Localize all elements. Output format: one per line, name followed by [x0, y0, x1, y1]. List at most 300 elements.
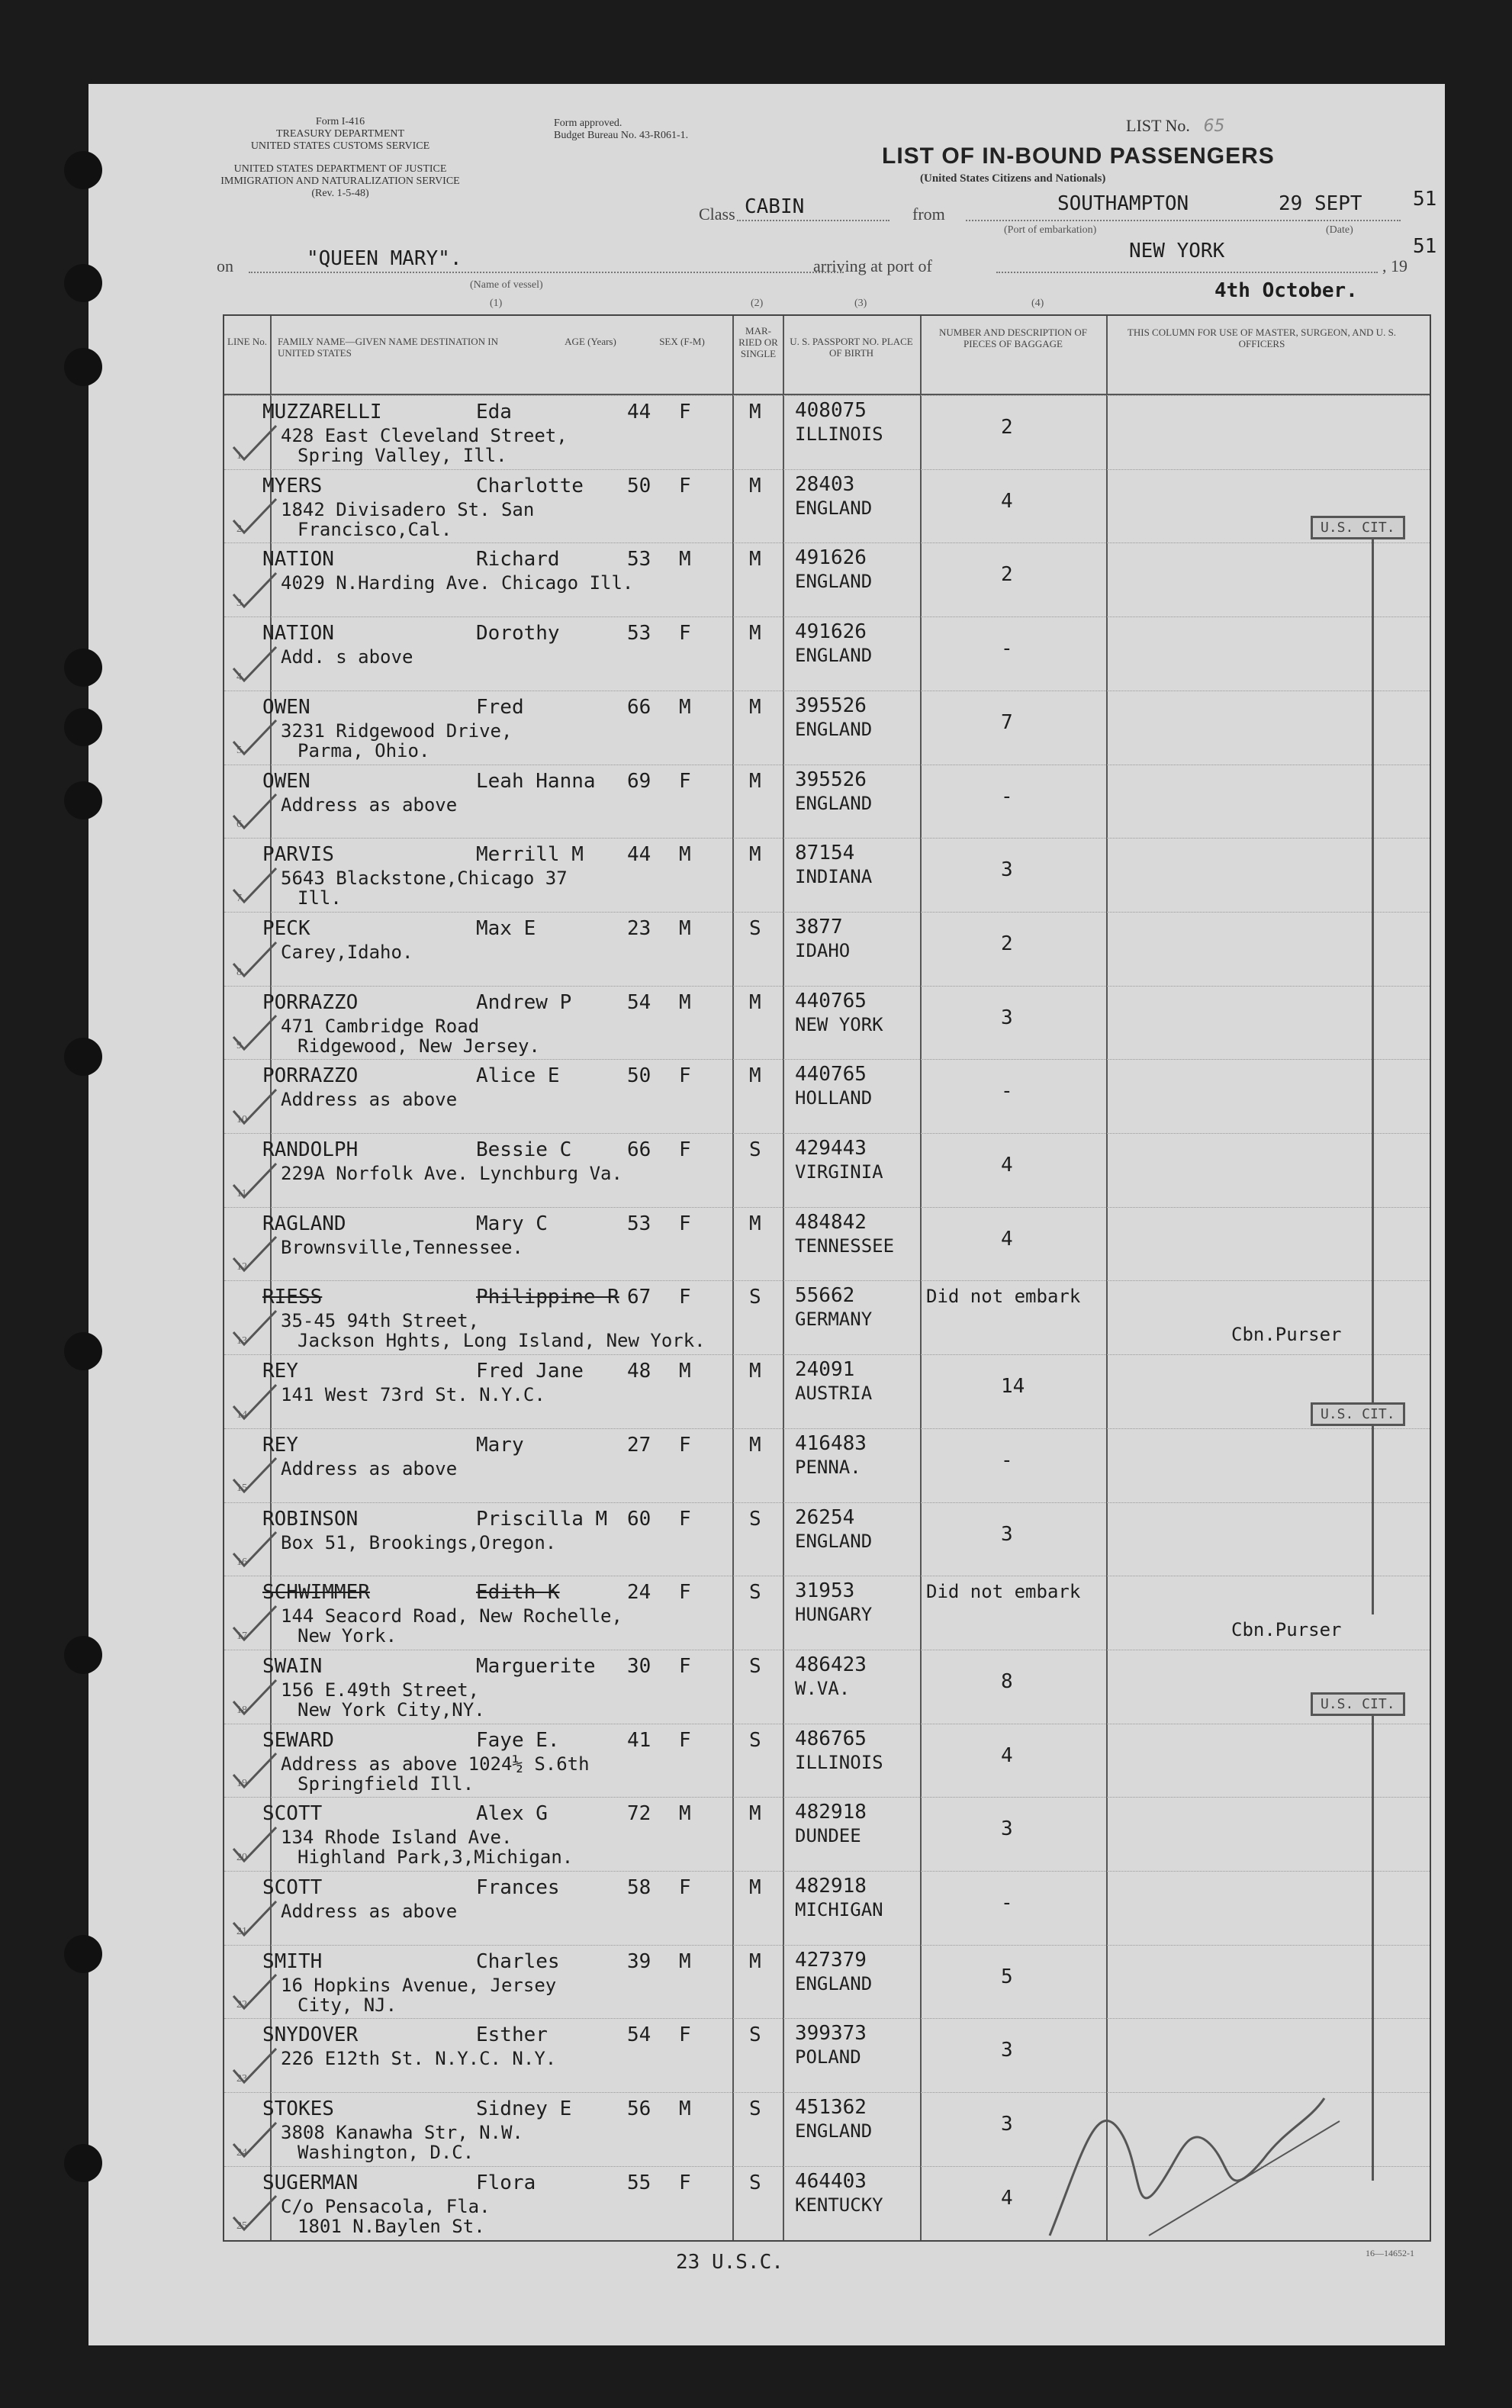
place-of-birth: MICHIGAN — [795, 1899, 883, 1920]
address-line-1: 35-45 94th Street, — [281, 1310, 480, 1332]
check-mark-icon — [230, 941, 279, 980]
passport-number: 395526 — [795, 694, 867, 717]
given-name: Esther — [476, 2023, 548, 2047]
address-line-1: 4029 N.Harding Ave. Chicago Ill. — [281, 572, 634, 594]
address-line-1: Address as above — [281, 1457, 458, 1479]
ins-service: IMMIGRATION AND NATURALIZATION SERVICE — [220, 175, 460, 187]
baggage-count: 3 — [1001, 1522, 1013, 1546]
passenger-table — [223, 314, 1431, 2242]
table-row — [224, 1207, 1430, 1282]
place-of-birth: AUSTRIA — [795, 1383, 873, 1405]
given-name: Charlotte — [476, 474, 584, 497]
age: 66 — [627, 695, 651, 719]
age: 54 — [627, 2023, 651, 2047]
passport-number: 87154 — [795, 842, 855, 865]
check-mark-icon — [230, 497, 279, 537]
sex: F — [679, 1507, 691, 1531]
passport-number: 440765 — [795, 1063, 867, 1086]
sex: F — [679, 769, 691, 793]
marital-status: S — [749, 1581, 761, 1605]
address-line-1: 3808 Kanawha Str, N.W. — [281, 2122, 523, 2144]
age: 66 — [627, 1138, 651, 1161]
binder-hole — [64, 1038, 102, 1076]
age: 44 — [627, 401, 651, 423]
place-of-birth: ENGLAND — [795, 571, 873, 593]
baggage-count: 3 — [1001, 2113, 1013, 2136]
check-mark-icon — [230, 1088, 279, 1128]
line-number: 11 — [236, 1187, 247, 1199]
table-row — [224, 1059, 1430, 1134]
marital-status: M — [749, 1064, 761, 1088]
us-citizen-stamp: U.S. CIT. — [1311, 1402, 1405, 1426]
given-name: Fred Jane — [476, 1360, 584, 1383]
family-name: REY — [262, 1433, 298, 1457]
class-label: Class — [699, 204, 735, 224]
address-line-1: 226 E12th St. N.Y.C. N.Y. — [281, 2048, 557, 2070]
marital-status: M — [749, 1360, 761, 1383]
family-name: PORRAZZO — [262, 1064, 359, 1088]
address-line-2: Springfield Ill. — [298, 1772, 475, 1795]
port-embarkation-caption: (Port of embarkation) — [1004, 224, 1097, 236]
marital-status: M — [749, 401, 761, 423]
sex: M — [679, 916, 691, 940]
binder-hole — [64, 264, 102, 302]
family-name: PECK — [262, 916, 310, 940]
place-of-birth: ILLINOIS — [795, 1751, 883, 1773]
passport-number: 491626 — [795, 620, 867, 644]
col-header-age: AGE (Years) — [565, 336, 616, 347]
place-of-birth: GERMANY — [795, 1309, 873, 1331]
passport-number: 451362 — [795, 2096, 867, 2120]
passport-number: 3877 — [795, 915, 843, 938]
baggage-count: 3 — [1001, 1817, 1013, 1841]
address-line-1: Address as above 1024½ S.6th — [281, 1753, 590, 1775]
age: 39 — [627, 1949, 651, 1973]
sex: M — [679, 2097, 691, 2121]
table-row — [224, 1280, 1430, 1355]
check-mark-icon — [230, 424, 279, 464]
sex: M — [679, 548, 691, 571]
place-of-birth: POLAND — [795, 2046, 861, 2068]
line-number: 18 — [236, 1704, 247, 1716]
line-number: 3 — [236, 597, 242, 610]
given-name: Richard — [476, 548, 560, 571]
line-number: 12 — [236, 1261, 247, 1273]
line-number: 25 — [236, 2220, 247, 2233]
us-citizen-stamp: U.S. CIT. — [1311, 516, 1405, 539]
binder-hole — [64, 708, 102, 746]
marital-status: M — [749, 990, 761, 1014]
line-number: 21 — [236, 1925, 247, 1937]
table-row — [224, 838, 1430, 913]
check-mark-icon — [230, 1973, 279, 2013]
col-num-2: (2) — [751, 298, 764, 309]
sex: M — [679, 1360, 691, 1383]
family-name: REY — [262, 1360, 298, 1383]
binder-hole — [64, 781, 102, 819]
given-name: Alex G — [476, 1802, 548, 1826]
baggage-count: 14 — [1001, 1375, 1025, 1399]
address-line-1: Brownsville,Tennessee. — [281, 1236, 523, 1258]
vessel-caption: (Name of vessel) — [470, 279, 543, 291]
sex: F — [679, 1138, 691, 1161]
family-name: MYERS — [262, 474, 323, 497]
col-num-4: (4) — [1031, 298, 1044, 309]
passport-number: 482918 — [795, 1875, 867, 1898]
line-number: 13 — [236, 1335, 247, 1347]
baggage-count: 4 — [1001, 1227, 1013, 1251]
passenger-manifest-page — [88, 84, 1445, 2345]
address-line-1: 134 Rhode Island Ave. — [281, 1827, 513, 1849]
budget-bureau: Budget Bureau No. 43-R061-1. — [554, 130, 689, 141]
check-mark-icon — [230, 1826, 279, 1866]
passport-number: 464403 — [795, 2169, 867, 2193]
sex: F — [679, 1581, 691, 1605]
family-name: RIESS — [262, 1286, 323, 1309]
bracket-arrow — [1372, 1715, 1374, 2181]
given-name: Edith K — [476, 1581, 560, 1605]
sex: M — [679, 695, 691, 719]
sex: F — [679, 1876, 691, 1899]
passport-number: 440765 — [795, 989, 867, 1012]
baggage-count: 4 — [1001, 2186, 1013, 2210]
age: 30 — [627, 1654, 651, 1678]
place-of-birth: IDAHO — [795, 939, 851, 961]
list-number-value: 65 — [1203, 117, 1225, 136]
col-num-3: (3) — [854, 298, 867, 309]
col-header-baggage: NUMBER AND DESCRIPTION OF PIECES OF BAGGAGE — [939, 327, 1087, 349]
age: 58 — [627, 1876, 651, 1899]
place-of-birth: ENGLAND — [795, 645, 873, 667]
check-mark-icon — [230, 1014, 279, 1054]
place-of-birth: KENTUCKY — [795, 2194, 883, 2216]
binder-hole — [64, 649, 102, 687]
line-number: 7 — [236, 892, 242, 904]
treasury-dept: TREASURY DEPARTMENT — [275, 128, 405, 140]
given-name: Merrill M — [476, 843, 584, 867]
baggage-count: 3 — [1001, 2039, 1013, 2062]
place-of-birth: ENGLAND — [795, 718, 873, 740]
document-subtitle: (United States Citizens and Nationals) — [920, 172, 1106, 185]
address-line-1: 16 Hopkins Avenue, Jersey — [281, 1974, 557, 1996]
place-of-birth: DUNDEE — [795, 1825, 861, 1847]
address-line-1: Carey,Idaho. — [281, 941, 413, 963]
line-number: 5 — [236, 745, 242, 757]
form-revision: (Rev. 1-5-48) — [311, 188, 369, 199]
col-header-married: MAR-RIED OR SINGLE — [738, 325, 778, 359]
year-label: , 19 — [1382, 256, 1407, 275]
passport-number: 416483 — [795, 1431, 867, 1455]
table-row — [224, 616, 1430, 691]
table-row — [224, 1502, 1430, 1577]
line-number: 2 — [236, 523, 242, 536]
table-row — [224, 395, 1430, 470]
marital-status: M — [749, 843, 761, 867]
did-not-embark-note: Did not embark — [926, 1581, 1081, 1603]
marital-status: M — [749, 1876, 761, 1899]
check-mark-icon — [230, 1309, 279, 1349]
us-citizen-stamp: U.S. CIT. — [1311, 1692, 1405, 1716]
address-line-1: 3231 Ridgewood Drive, — [281, 720, 513, 742]
check-mark-icon — [230, 571, 279, 611]
check-mark-icon — [230, 1235, 279, 1275]
check-mark-icon — [230, 1900, 279, 1940]
address-line-1: Box 51, Brookings,Oregon. — [281, 1531, 557, 1553]
table-row — [224, 1797, 1430, 1872]
passport-number: 408075 — [795, 399, 867, 422]
line-number: 19 — [236, 1778, 247, 1790]
given-name: Alice E — [476, 1064, 560, 1088]
address-line-1: Add. s above — [281, 646, 413, 668]
age: 53 — [627, 1212, 651, 1235]
passport-number: 399373 — [795, 2022, 867, 2046]
line-number: 23 — [236, 2073, 247, 2085]
age: 44 — [627, 843, 651, 867]
address-line-2: 1801 N.Baylen St. — [298, 2215, 485, 2237]
family-name: SCOTT — [262, 1876, 323, 1899]
address-line-1: C/o Pensacola, Fla. — [281, 2195, 491, 2217]
print-code: 16—14652-1 — [1366, 2248, 1414, 2258]
table-row — [224, 542, 1430, 617]
given-name: Sidney E — [476, 2097, 572, 2121]
list-number-label: LIST No. — [1126, 116, 1190, 135]
given-name: Frances — [476, 1876, 560, 1899]
line-number: 16 — [236, 1557, 247, 1569]
list-number — [1126, 116, 1224, 136]
bracket-arrow — [1372, 1425, 1374, 1614]
purser-note: Cbn.Purser — [1231, 1324, 1342, 1346]
baggage-count: 2 — [1001, 416, 1013, 439]
col-header-sex: SEX (F-M) — [659, 336, 705, 347]
family-name: SCHWIMMER — [262, 1581, 370, 1605]
baggage-count: 2 — [1001, 932, 1013, 955]
marital-status: M — [749, 769, 761, 793]
given-name: Charles — [476, 1949, 560, 1973]
address-line-1: 471 Cambridge Road — [281, 1015, 480, 1037]
sex: F — [679, 1728, 691, 1752]
given-name: Mary C — [476, 1212, 548, 1235]
address-line-2: Parma, Ohio. — [298, 739, 430, 761]
family-name: SUGERMAN — [262, 2171, 359, 2194]
baggage-count: - — [1001, 1891, 1013, 1914]
binder-hole — [64, 151, 102, 189]
sex: F — [679, 1654, 691, 1678]
passport-number: 26254 — [795, 1505, 855, 1529]
family-name: SWAIN — [262, 1654, 323, 1678]
given-name: Faye E. — [476, 1728, 560, 1752]
sex: M — [679, 1949, 691, 1973]
address-line-2: Francisco,Cal. — [298, 518, 452, 540]
address-line-2: Ridgewood, New Jersey. — [298, 1035, 540, 1057]
check-mark-icon — [230, 645, 279, 685]
line-number: 20 — [236, 1851, 247, 1863]
address-line-1: 5643 Blackstone,Chicago 37 — [281, 868, 568, 890]
given-name: Leah Hanna — [476, 769, 596, 793]
passport-number: 31953 — [795, 1579, 855, 1603]
age: 56 — [627, 2097, 651, 2121]
sex: F — [679, 1433, 691, 1457]
line-number: 22 — [236, 1999, 247, 2011]
table-row — [224, 1576, 1430, 1650]
place-of-birth: INDIANA — [795, 866, 873, 888]
table-row — [224, 469, 1430, 544]
table-row — [224, 765, 1430, 839]
given-name: Dorothy — [476, 622, 560, 645]
family-name: SEWARD — [262, 1728, 334, 1752]
family-name: SCOTT — [262, 1802, 323, 1826]
document-title: LIST OF IN-BOUND PASSENGERS — [882, 143, 1275, 169]
age: 55 — [627, 2171, 651, 2194]
family-name: MUZZARELLI — [262, 401, 382, 423]
check-mark-icon — [230, 2121, 279, 2161]
passport-number: 486765 — [795, 1727, 867, 1750]
check-mark-icon — [230, 1162, 279, 1202]
place-of-birth: ENGLAND — [795, 2120, 873, 2142]
address-line-1: 144 Seacord Road, New Rochelle, — [281, 1605, 622, 1627]
line-number: 6 — [236, 819, 242, 831]
marital-status: S — [749, 916, 761, 940]
did-not-embark-note: Did not embark — [926, 1286, 1081, 1308]
line-number: 14 — [236, 1408, 247, 1421]
marital-status: S — [749, 1654, 761, 1678]
arrival-port: NEW YORK — [1129, 240, 1225, 262]
check-mark-icon — [230, 719, 279, 758]
address-line-2: Jackson Hghts, Long Island, New York. — [298, 1330, 706, 1352]
address-line-2: Spring Valley, Ill. — [298, 445, 507, 466]
family-name: STOKES — [262, 2097, 334, 2121]
family-name: NATION — [262, 622, 334, 645]
address-line-1: 1842 Divisadero St. San — [281, 498, 535, 520]
sex: F — [679, 2171, 691, 2194]
check-mark-icon — [230, 1383, 279, 1423]
family-name: RAGLAND — [262, 1212, 346, 1235]
baggage-count: - — [1001, 1448, 1013, 1472]
footer-code: 23 U.S.C. — [676, 2251, 783, 2274]
address-line-1: 428 East Cleveland Street, — [281, 425, 568, 446]
address-line-2: Washington, D.C. — [298, 2142, 475, 2164]
check-mark-icon — [230, 1531, 279, 1570]
check-mark-icon — [230, 867, 279, 906]
check-mark-icon — [230, 2194, 279, 2234]
on-label: on — [217, 256, 233, 275]
line-number: 8 — [236, 966, 242, 978]
arriving-label: arriving at port of — [813, 256, 932, 275]
sex: M — [679, 1802, 691, 1826]
arrival-year: 51 — [1413, 235, 1437, 258]
given-name: Priscilla M — [476, 1507, 608, 1531]
age: 23 — [627, 916, 651, 940]
date-caption: (Date) — [1326, 224, 1353, 236]
marital-status: S — [749, 2023, 761, 2047]
line-number: 4 — [236, 671, 242, 683]
baggage-count: - — [1001, 1080, 1013, 1103]
age: 53 — [627, 548, 651, 571]
baggage-count: - — [1001, 637, 1013, 661]
sex: M — [679, 990, 691, 1014]
given-name: Marguerite — [476, 1654, 596, 1678]
binder-hole — [64, 1636, 102, 1674]
address-line-2: Highland Park,3,Michigan. — [298, 1846, 574, 1869]
marital-status: M — [749, 1212, 761, 1235]
table-row — [224, 912, 1430, 987]
address-line-2: City, NJ. — [298, 1994, 397, 2016]
given-name: Max E — [476, 916, 536, 940]
baggage-count: 3 — [1001, 1006, 1013, 1029]
family-name: SNYDOVER — [262, 2023, 359, 2047]
address-line-1: Address as above — [281, 794, 458, 816]
binder-hole — [64, 348, 102, 386]
marital-status: S — [749, 1728, 761, 1752]
place-of-birth: NEW YORK — [795, 1013, 883, 1035]
embark-date: 29 SEPT — [1279, 192, 1362, 215]
family-name: RANDOLPH — [262, 1138, 359, 1161]
baggage-count: 2 — [1001, 563, 1013, 587]
passport-number: 429443 — [795, 1137, 867, 1160]
age: 60 — [627, 1507, 651, 1531]
justice-dept: UNITED STATES DEPARTMENT OF JUSTICE — [233, 163, 447, 175]
given-name: Mary — [476, 1433, 524, 1457]
address-line-1: 156 E.49th Street, — [281, 1679, 480, 1701]
place-of-birth: ENGLAND — [795, 1972, 873, 1994]
sex: F — [679, 1212, 691, 1235]
check-mark-icon — [230, 1605, 279, 1644]
passport-number: 491626 — [795, 546, 867, 570]
marital-status: M — [749, 1949, 761, 1973]
age: 50 — [627, 474, 651, 497]
place-of-birth: HOLLAND — [795, 1087, 873, 1109]
vessel-name: "QUEEN MARY". — [307, 247, 462, 270]
age: 53 — [627, 622, 651, 645]
binder-hole — [64, 2144, 102, 2182]
col-header-passport: U. S. PASSPORT NO. PLACE OF BIRTH — [790, 336, 913, 359]
table-row — [224, 1724, 1430, 1798]
form-number: Form I-416 — [315, 116, 365, 127]
place-of-birth: W.VA. — [795, 1677, 851, 1699]
embark-year: 51 — [1413, 188, 1437, 211]
sex: F — [679, 622, 691, 645]
marital-status: M — [749, 1433, 761, 1457]
table-row — [224, 1428, 1430, 1503]
baggage-count: 4 — [1001, 1743, 1013, 1767]
marital-status: S — [749, 1138, 761, 1161]
address-line-1: Address as above — [281, 1089, 458, 1111]
place-of-birth: ENGLAND — [795, 497, 873, 519]
check-mark-icon — [230, 1752, 279, 1792]
age: 41 — [627, 1728, 651, 1752]
age: 54 — [627, 990, 651, 1014]
address-line-1: 229A Norfolk Ave. Lynchburg Va. — [281, 1163, 622, 1184]
age: 48 — [627, 1360, 651, 1383]
place-of-birth: VIRGINIA — [795, 1161, 883, 1183]
place-of-birth: ENGLAND — [795, 1530, 873, 1552]
purser-note: Cbn.Purser — [1231, 1619, 1342, 1641]
marital-status: M — [749, 622, 761, 645]
marital-status: S — [749, 2171, 761, 2194]
sex: F — [679, 2023, 691, 2047]
given-name: Flora — [476, 2171, 536, 2194]
table-row — [224, 986, 1430, 1061]
passport-number: 427379 — [795, 1948, 867, 1972]
line-number: 15 — [236, 1482, 247, 1495]
from-label: from — [912, 204, 945, 224]
family-name: NATION — [262, 548, 334, 571]
table-row — [224, 1871, 1430, 1946]
marital-status: M — [749, 695, 761, 719]
marital-status: S — [749, 1507, 761, 1531]
age: 50 — [627, 1064, 651, 1088]
line-number: 17 — [236, 1630, 247, 1642]
marital-status: M — [749, 548, 761, 571]
